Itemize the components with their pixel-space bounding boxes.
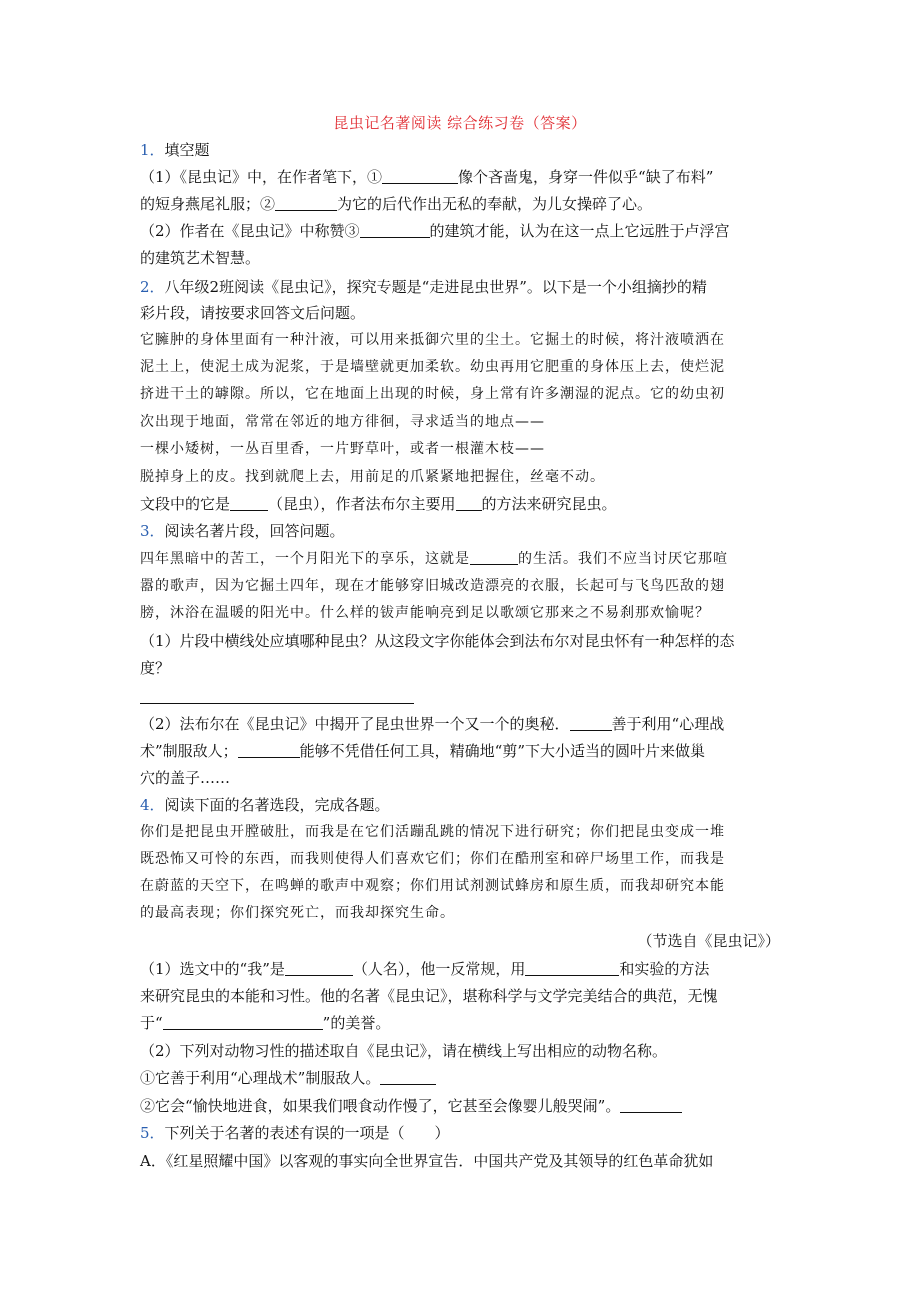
q1-part1-line2 <box>140 193 780 215</box>
q4-item2 <box>140 1095 780 1117</box>
answer-blank[interactable] <box>360 221 430 238</box>
q1-label: 填空题 <box>164 141 210 159</box>
q2-intro-line2: 彩片段，请按要求回答文后问题。 <box>140 304 366 322</box>
answer-blank[interactable] <box>525 959 619 976</box>
q3-text: 的生活。我们不应当讨厌它那喧 <box>518 551 728 567</box>
q3-number: 3． <box>140 522 165 540</box>
q1-text: 的短身燕尾礼服；② <box>140 195 276 213</box>
q1-part1-line1 <box>140 166 780 188</box>
answer-blank[interactable] <box>470 548 518 565</box>
q3-sub2-line2 <box>140 740 780 762</box>
q3-text: 术”制服敌人； <box>140 742 238 760</box>
q1-text: 为它的后代作出无私的奉献，为儿女操碎了心。 <box>337 195 653 213</box>
page-title: 昆虫记名著阅读 综合练习卷（答案） <box>333 114 587 132</box>
answer-blank[interactable] <box>620 1096 682 1113</box>
answer-blank[interactable] <box>380 1068 436 1085</box>
q2-passage-line: 脱掉身上的皮。找到就爬上去，用前足的爪紧紧地把握住，丝毫不动。 <box>140 469 605 485</box>
q2-passage-line: 次出现于地面，常常在邻近的地方徘徊，寻求适当的地点—— <box>140 414 545 430</box>
q1-heading <box>140 139 780 161</box>
q4-text: ②它会“愉快地进食，如果我们喂食动作慢了，它甚至会像婴儿般哭闹”。 <box>140 1097 621 1115</box>
q3-passage-line <box>140 548 780 570</box>
q4-text: 和实验的方法 <box>619 960 710 978</box>
q2-number: 2． <box>140 278 165 296</box>
answer-blank[interactable] <box>230 494 268 511</box>
q3-passage-line: 膀，沐浴在温暖的阳光中。什么样的钹声能响亮到足以歌颂它那来之不易刹那欢愉呢？ <box>140 605 710 621</box>
q2-text: 八年级2班阅读《昆虫记》，探究专题是“走进昆虫世界”。以下是一个小组摘抄的精 <box>164 278 707 296</box>
q4-sub1-line1 <box>140 958 780 980</box>
q2-passage-line: 一棵小矮树，一丛百里香，一片野草叶，或者一根灌木枝—— <box>140 441 545 457</box>
q3-sub2-line3: 穴的盖子…… <box>140 769 231 787</box>
q4-sub1-line3 <box>140 1012 780 1034</box>
q5-number: 5． <box>140 1124 165 1142</box>
q4-text: 于“ <box>140 1014 163 1032</box>
q2-passage-line: 挤进干土的罅隙。所以，它在地面上出现的时候，身上常有许多潮湿的泥点。它的幼虫初 <box>140 386 725 402</box>
q5-text: 下列关于名著的表述有误的一项是（ ） <box>164 1124 450 1142</box>
q4-number: 4． <box>140 796 165 814</box>
answer-blank[interactable] <box>382 167 458 184</box>
q4-text: 阅读下面的名著选段，完成各题。 <box>164 796 390 814</box>
q3-text: 阅读名著片段，回答问题。 <box>164 522 345 540</box>
q3-text: （2）法布尔在《昆虫记》中揭开了昆虫世界一个又一个的奥秘． <box>140 715 570 733</box>
q3-sub1-line2: 度？ <box>140 659 171 677</box>
answer-blank[interactable] <box>285 959 353 976</box>
q4-passage-line: 的最高表现；你们探究死亡，而我却探究生命。 <box>140 905 455 921</box>
q2-question <box>140 493 780 515</box>
q4-text: （人名），他一反常规，用 <box>352 960 526 978</box>
q2-text: （昆虫），作者法布尔主要用 <box>268 495 456 513</box>
q3-text: 善于利用“心理战 <box>611 715 725 733</box>
q5-stem <box>140 1122 780 1144</box>
q4-intro <box>140 794 780 816</box>
answer-blank[interactable] <box>456 494 482 511</box>
q3-sub2-line1 <box>140 713 780 735</box>
q5-option-a[interactable]: A．《红星照耀中国》以客观的事实向全世界宣告．中国共产党及其领导的红色革命犹如 <box>140 1152 714 1170</box>
q3-text: 四年黑暗中的苦工，一个月阳光下的享乐，这就是 <box>140 551 470 567</box>
answer-blank[interactable] <box>238 741 300 758</box>
q4-text: ①它善于利用“心理战术”制服敌人。 <box>140 1069 381 1087</box>
q1-text: （1）《昆虫记》中，在作者笔下，① <box>140 168 383 186</box>
answer-blank[interactable] <box>570 714 612 731</box>
q4-text: ”的美誉。 <box>322 1014 391 1032</box>
q4-sub1-line2: 来研究昆虫的本能和习性。他的名著《昆虫记》，堪称科学与文学完美结合的典范，无愧 <box>140 987 718 1005</box>
q2-intro-line1 <box>140 276 780 298</box>
q1-text: 像个吝啬鬼，身穿一件似乎“缺了布料” <box>458 168 714 186</box>
q2-passage-line: 它臃肿的身体里面有一种汁液，可以用来抵御穴里的尘土。它掘土的时候，将汁液喷洒在 <box>140 332 725 348</box>
q3-intro <box>140 520 780 542</box>
q1-part2-line2: 的建筑艺术智慧。 <box>140 249 261 267</box>
q4-passage-line: 在蔚蓝的天空下，在鸣蝉的歌声中观察；你们用试剂测试蜂房和原生质，而我却研究本能 <box>140 878 725 894</box>
q1-text: 的建筑才能，认为在这一点上它远胜于卢浮宫 <box>429 222 730 240</box>
q4-item1 <box>140 1067 780 1089</box>
q4-sub2: （2）下列对动物习性的描述取自《昆虫记》，请在横线上写出相应的动物名称。 <box>140 1042 668 1060</box>
answer-blank[interactable] <box>275 194 337 211</box>
q4-passage-line: 你们是把昆虫开膛破肚，而我是在它们活蹦乱跳的情况下进行研究；你们把昆虫变成一堆 <box>140 824 725 840</box>
q3-text: 能够不凭借任何工具，精确地“剪”下大小适当的圆叶片来做巢 <box>299 742 706 760</box>
q3-answer-line[interactable] <box>140 703 414 704</box>
q4-passage-line: 既恐怖又可怜的东西，而我则使得人们喜欢它们；你们在酷刑室和碎尸场里工作，而我是 <box>140 851 725 867</box>
q3-passage-line: 嚣的歌声，因为它掘土四年，现在才能够穿旧城改造漂亮的衣服，长起可与飞鸟匹敌的翅 <box>140 578 725 594</box>
q4-source: （节选自《昆虫记》） <box>637 932 780 950</box>
q3-sub1-line1: （1）片段中横线处应填哪种昆虫？从这段文字你能体会到法布尔对昆虫怀有一种怎样的态 <box>140 632 735 650</box>
q4-text: （1）选文中的“我”是 <box>140 960 285 978</box>
answer-blank[interactable] <box>163 1013 323 1030</box>
q2-text: 文段中的它是 <box>140 495 231 513</box>
q2-passage-line: 泥土上，使泥土成为泥浆，于是墙壁就更加柔软。幼虫再用它肥重的身体压上去，使烂泥 <box>140 359 725 375</box>
q1-text: （2）作者在《昆虫记》中称赞③ <box>140 222 360 240</box>
q1-part2-line1 <box>140 220 780 242</box>
q1-number: 1． <box>140 141 165 159</box>
q2-text: 的方法来研究昆虫。 <box>481 495 617 513</box>
